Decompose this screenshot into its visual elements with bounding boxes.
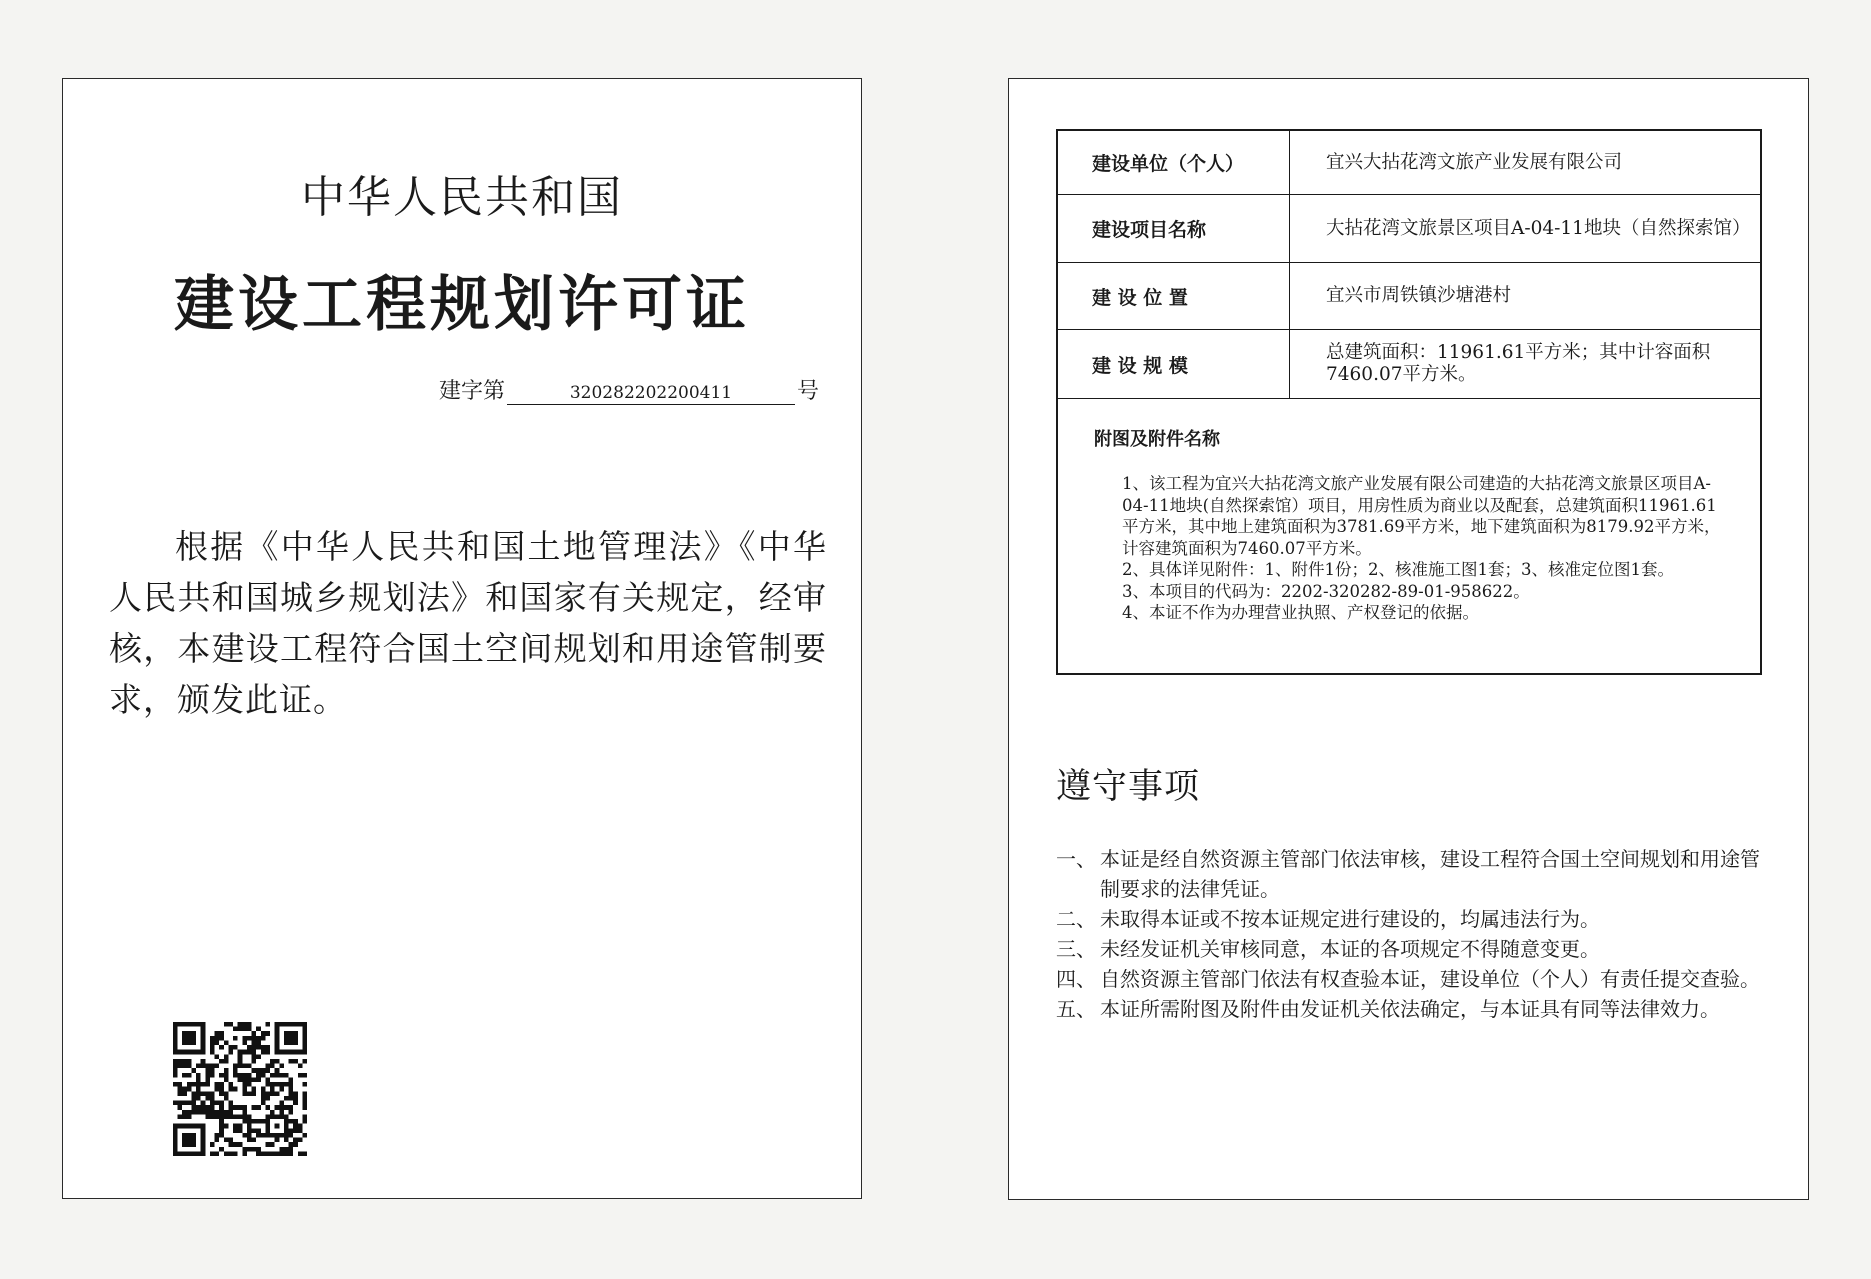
- country-name: 中华人民共和国: [301, 172, 623, 223]
- rule-number: 四、: [1056, 967, 1096, 991]
- scale-value: 总建筑面积：11961.61平方米；其中计容面积7460.07平方米。: [1326, 342, 1711, 385]
- builder-value: 宜兴大拈花湾文旅产业发展有限公司: [1326, 151, 1623, 173]
- rule-text: 未经发证机关审核同意，本证的各项规定不得随意变更。: [1100, 937, 1600, 961]
- rule-number: 三、: [1056, 937, 1096, 961]
- location-value: 宜兴市周铁镇沙塘港村: [1326, 285, 1512, 306]
- table-row: [1058, 330, 1760, 399]
- certificate-number-suffix: 号: [796, 379, 819, 404]
- project-name-label: 建设项目名称: [1058, 195, 1290, 262]
- list-item: 3、本项目的代码为：2202-320282-89-01-958622。: [1122, 581, 1530, 601]
- table-row: [1058, 263, 1760, 330]
- rules-title: 遵守事项: [1056, 767, 1201, 807]
- table-row: [1058, 195, 1760, 263]
- rule-text: 未取得本证或不按本证规定进行建设的，均属违法行为。: [1100, 907, 1600, 931]
- certificate-title: 建设工程规划许可证: [174, 270, 750, 340]
- table-row: [1058, 131, 1760, 195]
- attachments-section: [1058, 399, 1760, 673]
- location-label: 建 设 位 置: [1058, 263, 1290, 329]
- certificate-details-page: [1008, 78, 1809, 1200]
- rule-text: 自然资源主管部门依法有权查验本证，建设单位（个人）有责任提交查验。: [1100, 967, 1760, 991]
- list-item: [1056, 844, 1770, 904]
- rule-text: 本证所需附图及附件由发证机关依法确定，与本证具有同等法律效力。: [1100, 997, 1720, 1021]
- builder-label: 建设单位（个人）: [1058, 131, 1290, 194]
- attachments-list: [1122, 473, 1730, 624]
- rule-number: 二、: [1056, 907, 1096, 931]
- rule-number: 一、: [1056, 847, 1096, 871]
- list-item: [1056, 934, 1770, 964]
- list-item: 1、该工程为宜兴大拈花湾文旅产业发展有限公司建造的大拈花湾文旅景区项目A-04-11地块(自然探索馆）项目，用房性质为商业以及配套，总建筑面积11961.61平方米，其中地上建筑面积为3781.69平方米，地下建筑面积为8179.92平方米，计容建筑面积为7460.07平方米。: [1122, 474, 1721, 558]
- rule-number: 五、: [1056, 997, 1096, 1021]
- list-item: [1056, 964, 1770, 994]
- list-item: 2、具体详见附件：1、附件1份；2、核准施工图1套；3、核准定位图1套。: [1122, 560, 1674, 579]
- project-name-value: 大拈花湾文旅景区项目A-04-11地块（自然探索馆）: [1326, 217, 1751, 239]
- qr-code-icon: [173, 1022, 307, 1156]
- project-info-table: [1056, 129, 1762, 675]
- certificate-number-value: 320282202200411: [507, 383, 795, 405]
- rules-list: [1056, 844, 1770, 1024]
- certificate-number: [439, 374, 819, 405]
- certificate-cover-page: [62, 78, 862, 1199]
- attachments-heading: 附图及附件名称: [1094, 429, 1220, 450]
- rule-text: 本证是经自然资源主管部门依法审核，建设工程符合国土空间规划和用途管制要求的法律凭证。: [1100, 847, 1760, 901]
- certificate-number-prefix: 建字第: [438, 379, 505, 404]
- list-item: [1056, 994, 1770, 1024]
- list-item: 4、本证不作为办理营业执照、产权登记的依据。: [1122, 603, 1479, 622]
- legal-basis-paragraph: 根据《中华人民共和国土地管理法》《中华人民共和国城乡规划法》和国家有关规定，经审核，本建设工程符合国土空间规划和用途管制要求，颁发此证。: [109, 527, 827, 719]
- scale-label: 建 设 规 模: [1058, 330, 1290, 398]
- list-item: [1056, 904, 1770, 934]
